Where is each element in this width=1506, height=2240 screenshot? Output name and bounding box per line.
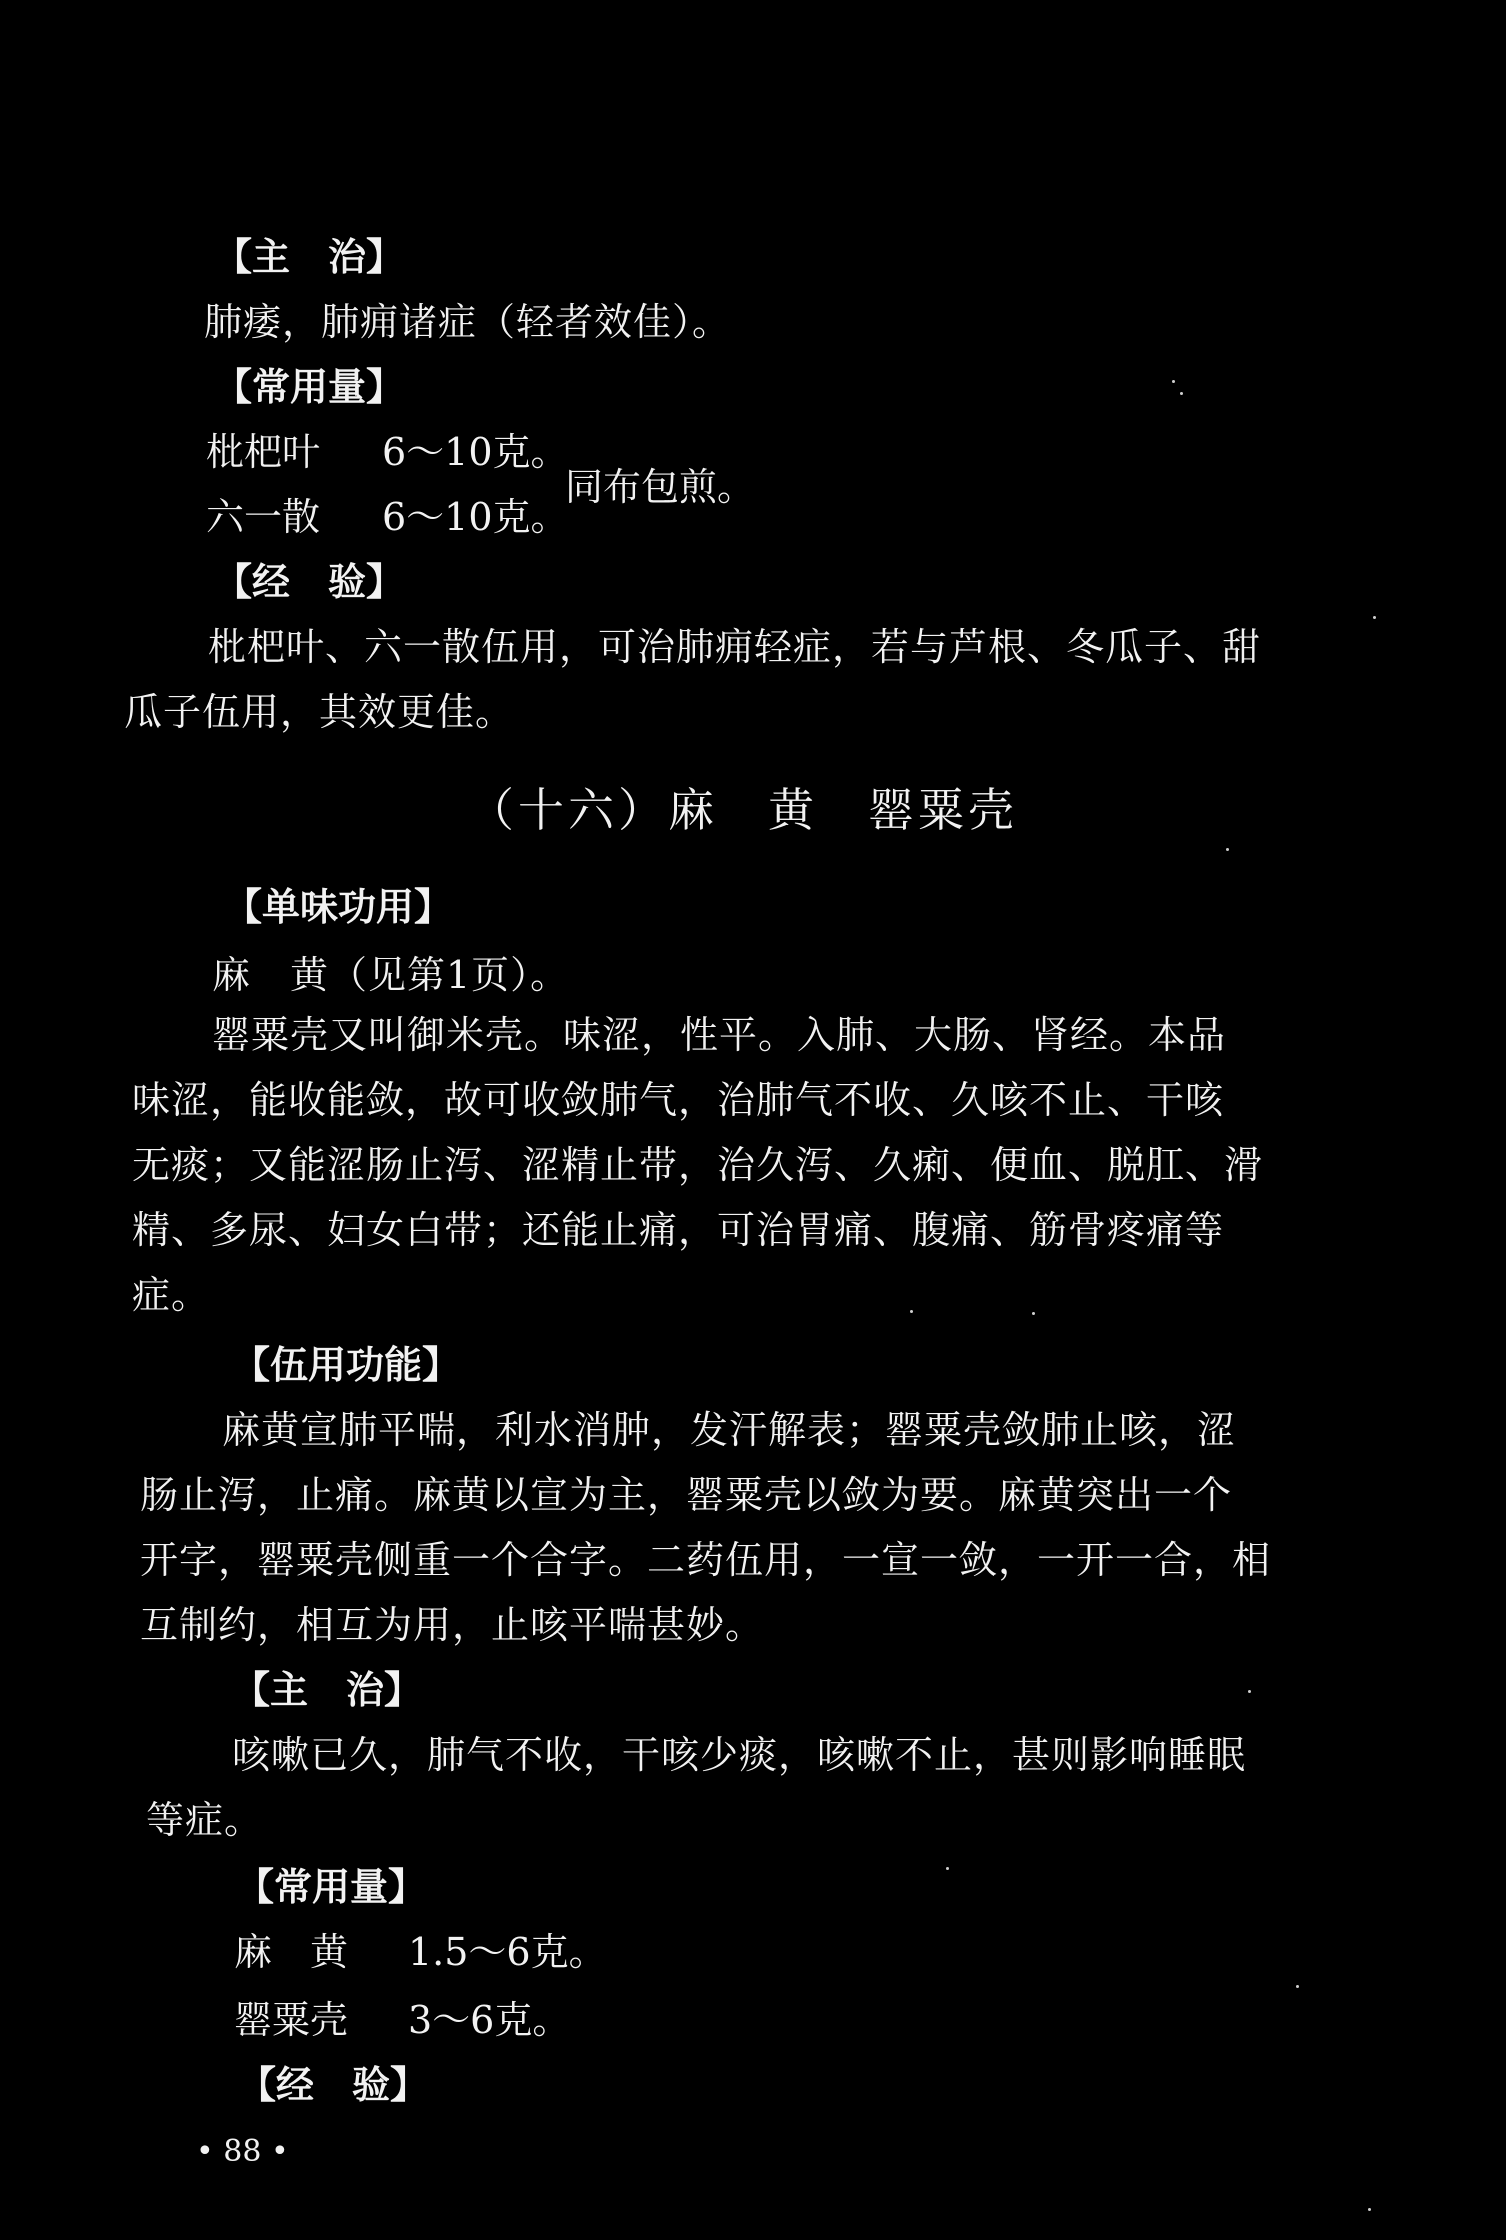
zhuzhi-line: 等症。 (146, 1798, 264, 1842)
scan-speck (1296, 1985, 1299, 1988)
danwei-line: 精、多尿、妇女白带；还能止痛，可治胃痛、腹痛、筋骨疼痛等 (132, 1208, 1225, 1252)
dose-amount-pipaye: 6～10克。 (382, 430, 569, 474)
wuyong-line: 开字，罂粟壳侧重一个合字。二药伍用，一宣一敛，一开一合，相 (140, 1538, 1272, 1582)
scan-speck (1368, 2208, 1371, 2211)
heading-jingyan-2: 【经 验】 (238, 2063, 429, 2107)
danwei-line: 无痰；又能涩肠止泻、涩精止带，治久泻、久痢、便血、脱肛、滑 (132, 1143, 1264, 1187)
heading-jingyan: 【经 验】 (214, 560, 405, 604)
dose-amount-yingsuqiao: 3～6克。 (408, 1998, 571, 2042)
scan-speck (1172, 380, 1175, 383)
scan-speck (1373, 616, 1376, 619)
dose-name-liuyisan: 六一散 (206, 495, 321, 539)
dose-name-yingsuqiao: 罂粟壳 (234, 1998, 349, 2042)
scan-speck (1248, 1690, 1251, 1693)
dose-amount-mahuang: 1.5～6克。 (408, 1930, 607, 1974)
jingyan-line: 枇杷叶、六一散伍用，可治肺痈轻症，若与芦根、冬瓜子、甜 (208, 625, 1262, 669)
danwei-line: 症。 (132, 1273, 211, 1317)
dose-note: 同布包煎。 (565, 465, 756, 509)
wuyong-line: 互制约，相互为用，止咳平喘甚妙。 (140, 1603, 765, 1647)
scan-speck (946, 1867, 949, 1870)
zhuzhi-text: 肺痿，肺痈诸症（轻者效佳）。 (204, 300, 732, 344)
heading-changyongliang-2: 【常用量】 (236, 1865, 427, 1909)
scan-speck (1226, 848, 1229, 851)
danwei-line: 麻 黄（见第1页）。 (212, 953, 570, 997)
heading-zhuzhi-2: 【主 治】 (232, 1668, 423, 1712)
danwei-line: 味涩，能收能敛，故可收敛肺气，治肺气不收、久咳不止、干咳 (132, 1078, 1225, 1122)
zhuzhi-line: 咳嗽已久，肺气不收，干咳少痰，咳嗽不止，甚则影响睡眠 (232, 1733, 1247, 1777)
wuyong-line: 肠止泻，止痛。麻黄以宣为主，罂粟壳以敛为要。麻黄突出一个 (140, 1473, 1233, 1517)
heading-changyongliang: 【常用量】 (214, 365, 405, 409)
scan-speck (910, 1310, 913, 1313)
dose-amount-liuyisan: 6～10克。 (382, 495, 569, 539)
scan-speck (1032, 1312, 1035, 1315)
heading-danwei: 【单味功用】 (224, 885, 453, 929)
dose-name-mahuang: 麻 黄 (234, 1930, 349, 1974)
heading-zhuzhi: 【主 治】 (214, 235, 405, 279)
wuyong-line: 麻黄宣肺平喘，利水消肿，发汗解表；罂粟壳敛肺止咳，涩 (222, 1408, 1237, 1452)
jingyan-line: 瓜子伍用，其效更佳。 (124, 690, 515, 734)
section-title: （十六）麻 黄 罂粟壳 (468, 783, 1018, 837)
page-number: • 88 • (196, 2134, 289, 2169)
scan-speck (1180, 392, 1183, 395)
heading-wuyong: 【伍用功能】 (232, 1343, 461, 1387)
dose-name-pipaye: 枇杷叶 (206, 430, 321, 474)
danwei-line: 罂粟壳又叫御米壳。味涩，性平。入肺、大肠、肾经。本品 (212, 1013, 1227, 1057)
